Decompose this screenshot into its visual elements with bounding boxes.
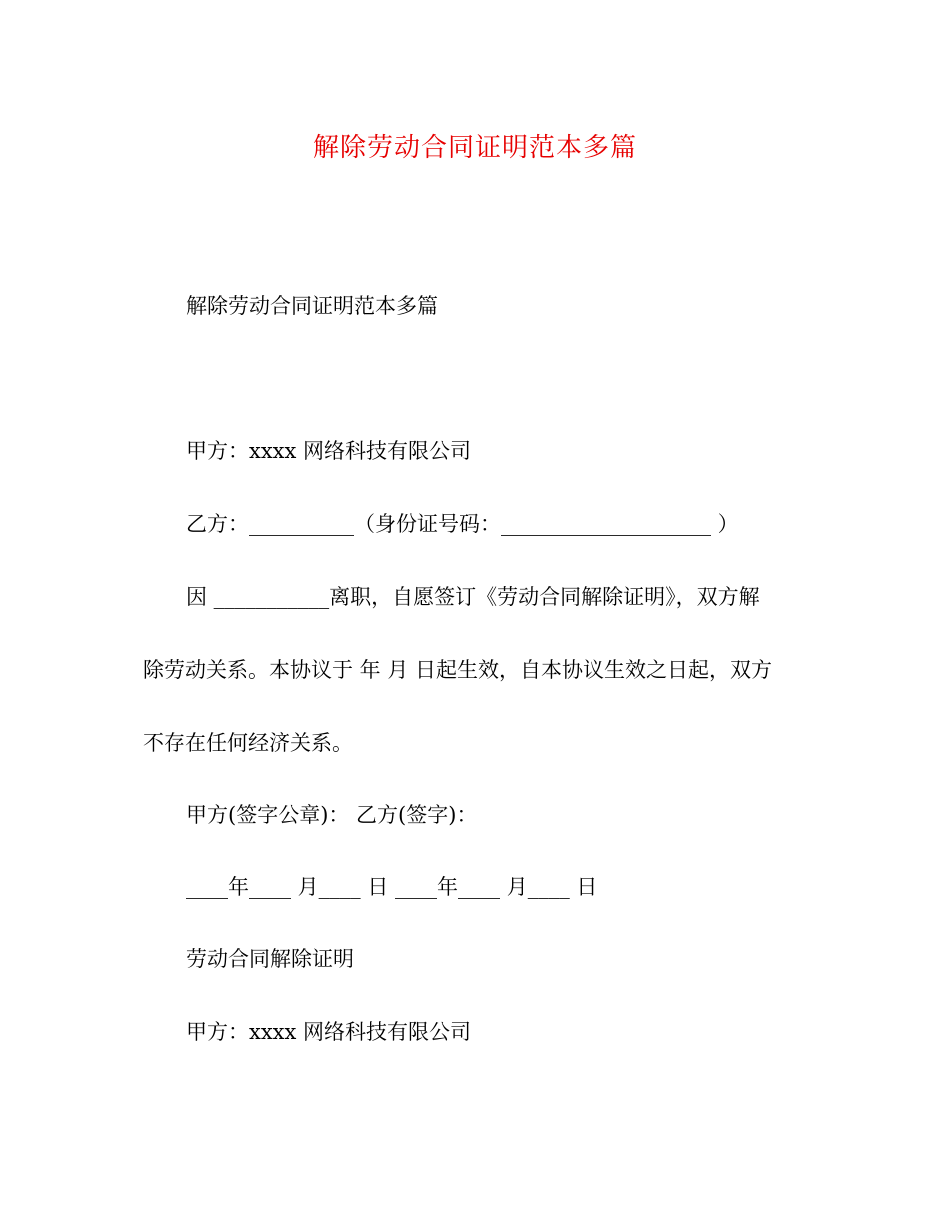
body-line-3: 不存在任何经济关系。 [143,731,353,755]
party-a-line: 甲方：xxxx 网络科技有限公司 [186,439,472,463]
party-b-line: 乙方：__________（身份证号码：____________________ ） [186,512,739,536]
date-line: ____年____ 月____ 日 ____年____ 月____ 日 [186,875,598,899]
signature-line: 甲方(签字公章)： 乙方(签字)： [186,803,478,827]
body-line-2: 除劳动关系。本协议于 年 月 日起生效，自本协议生效之日起，双方 [143,658,773,682]
section-heading: 劳动合同解除证明 [186,947,354,971]
document-title: 解除劳动合同证明范本多篇 [312,133,637,163]
body-line-1: 因 ___________离职，自愿签订《劳动合同解除证明》，双方解 [186,585,760,609]
party-a-line-2: 甲方：xxxx 网络科技有限公司 [186,1020,472,1044]
subtitle-line: 解除劳动合同证明范本多篇 [186,294,438,318]
